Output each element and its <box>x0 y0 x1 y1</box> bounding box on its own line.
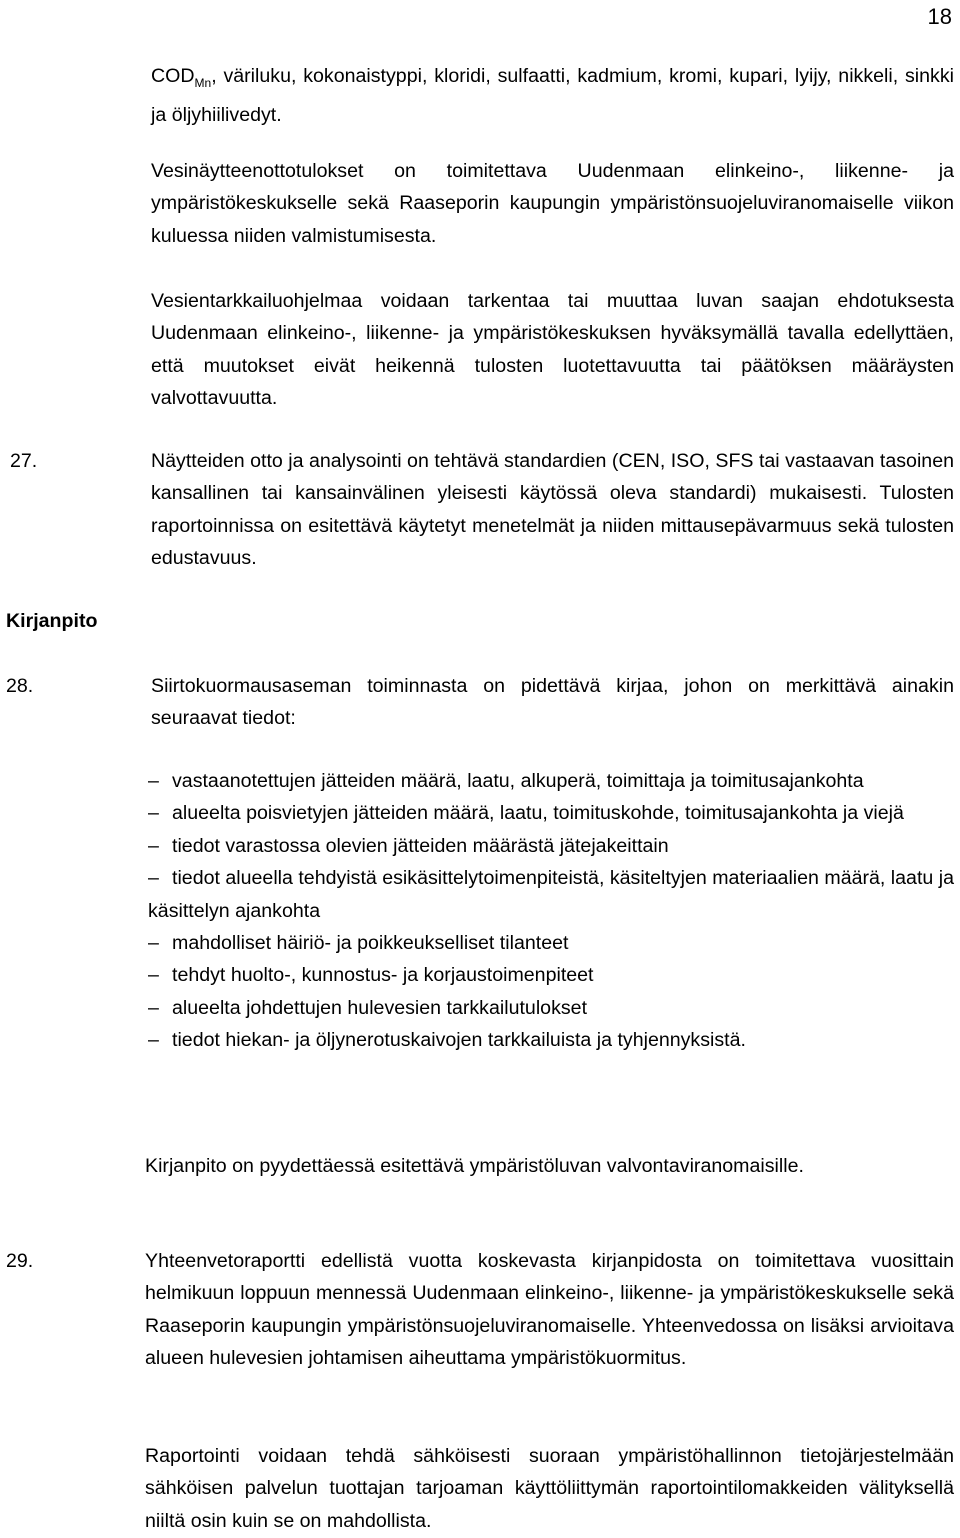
list-item <box>148 1024 954 1056</box>
list-item-text: tiedot alueella tehdyistä esikäsittelytoimenpiteistä, käsiteltyjen materiaalien määrä, laatu ja käsittelyn ajankohta <box>148 867 954 922</box>
item-27-number: 27. <box>10 450 38 472</box>
page-number: 18 <box>927 4 952 29</box>
list-item <box>148 765 954 797</box>
list-item-text: alueelta poisvietyjen jätteiden määrä, laatu, toimituskohde, toimitusajankohta ja viejä <box>172 802 904 825</box>
record-items-list <box>148 765 954 1057</box>
list-item <box>148 862 954 927</box>
item-28-closing: Kirjanpito on pyydettäessä esitettävä ympäristöluvan valvontaviranomaisille. <box>145 1155 804 1177</box>
list-item-text: tiedot varastossa olevien jätteiden määrästä jätejakeittain <box>172 834 669 857</box>
dash-bullet: – <box>148 770 159 792</box>
item-29-number: 29. <box>6 1250 34 1272</box>
dash-bullet: – <box>148 867 159 890</box>
dash-bullet: – <box>148 802 159 825</box>
list-item <box>148 959 954 991</box>
section-heading-kirjanpito: Kirjanpito <box>6 610 98 632</box>
list-item-text: tiedot hiekan- ja öljynerotuskaivojen tarkkailuista ja tyhjennyksistä. <box>172 1029 746 1052</box>
dash-bullet: – <box>148 932 159 955</box>
dash-bullet: – <box>148 834 159 857</box>
reporting-paragraph: Vesinäytteenottotulokset on toimitettava Uudenmaan elinkeino-, liikenne- ja ympäristökeskukselle sekä Raaseporin kaupungin ympäristönsuojeluviranomaiselle viikon kuluessa niiden valmistumisesta. <box>151 160 954 247</box>
list-item-text: mahdolliset häiriö- ja poikkeukselliset tilanteet <box>172 932 569 955</box>
item-27-text: Näytteiden otto ja analysointi on tehtävä standardien (CEN, ISO, SFS tai vastaavan tasoinen kansallinen tai kansainvälinen yleisesti käytössä oleva standardi) mukaisesti. Tulosten raportoinnissa on esitettävä käytetyt menetelmät ja niiden mittausepävarmuus sekä tulosten edustavuus. <box>151 450 954 570</box>
item-29-text: Yhteenvetoraportti edellistä vuotta koskevasta kirjanpidosta on toimitettava vuosittain helmikuun loppuun mennessä Uudenmaan elinkeino-, liikenne- ja ympäristökeskukselle sekä Raaseporin kaupungin ympäristönsuojeluviranomaiselle. Yhteenvedossa on lisäksi arvioitava alueen hulevesien johtamisen aiheuttama ympäristökuormitus. <box>145 1250 954 1370</box>
list-item <box>148 927 954 959</box>
monitoring-program-paragraph: Vesientarkkailuohjelmaa voidaan tarkentaa tai muuttaa luvan saajan ehdotuksesta Uudenmaan elinkeino-, liikenne- ja ympäristökeskuksen hyväksymällä tavalla edellyttäen, että muutokset eivät heikennä tulosten luotettavuutta tai päätöksen määräysten valvottavuutta. <box>151 290 954 410</box>
list-item <box>148 830 954 862</box>
cod-label: COD <box>151 65 195 87</box>
list-item-text: alueelta johdettujen hulevesien tarkkailutulokset <box>172 996 588 1019</box>
cod-subscript: Mn <box>194 76 212 90</box>
list-item-text: tehdyt huolto-, kunnostus- ja korjaustoimenpiteet <box>172 964 594 987</box>
item-29-second-paragraph: Raportointi voidaan tehdä sähköisesti suoraan ympäristöhallinnon tietojärjestelmään sähköisen palvelun tuottajan tarjoaman käyttöliittymän raportointilomakkeiden välityksellä niiltä osin kuin se on mahdollista. <box>145 1445 954 1532</box>
dash-bullet: – <box>148 996 159 1019</box>
dash-bullet: – <box>148 1029 159 1052</box>
item-28-number: 28. <box>6 675 34 697</box>
list-item <box>148 992 954 1024</box>
list-item-text: vastaanotettujen jätteiden määrä, laatu, alkuperä, toimittaja ja toimitusajankohta <box>172 770 864 792</box>
dash-bullet: – <box>148 964 159 987</box>
parameter-list-paragraph <box>151 60 954 132</box>
list-item <box>148 797 954 829</box>
item-28-intro: Siirtokuormausaseman toiminnasta on pidettävä kirjaa, johon on merkittävä ainakin seuraavat tiedot: <box>151 675 954 730</box>
parameter-list-text: , väriluku, kokonaistyppi, kloridi, sulfaatti, kadmium, kromi, kupari, lyijy, nikkeli, sinkki ja öljyhiilivedyt. <box>151 65 954 127</box>
